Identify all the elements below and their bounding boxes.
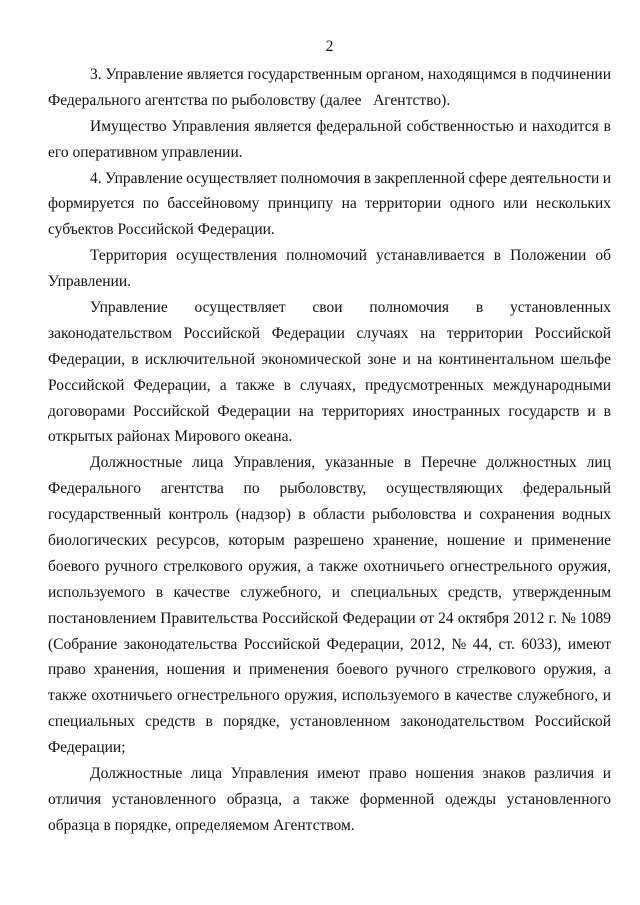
text-line [48, 62, 611, 88]
line-text: Федерации; [48, 739, 126, 757]
text-line [48, 476, 611, 502]
paragraph-territory [48, 243, 611, 295]
line-text: субъектов Российской Федерации. [48, 221, 275, 239]
line-text: договорами Российской Федерации на территориях иностранных государств и в [48, 402, 611, 420]
paragraph-property [48, 114, 611, 166]
line-text: боевого ручного стрелкового оружия, а также охотничьего огнестрельного оружия, [48, 557, 611, 575]
text-line [48, 450, 611, 476]
text-line [48, 657, 611, 683]
line-text: Должностные лица Управления имеют право ношения знаков различия и [90, 765, 611, 783]
line-text: биологических ресурсов, которым разрешено хранение, ношение и применение [48, 532, 611, 550]
text-line [48, 321, 611, 347]
line-text: (Собрание законодательства Российской Федерации, 2012, № 44, ст. 6033), имеют [48, 635, 611, 653]
text-line [48, 166, 611, 192]
text-line [48, 140, 611, 166]
line-text: Федерального агентства по рыболовству (далее Агентство). [48, 91, 451, 109]
line-text: Имущество Управления является федеральной собственностью и находится в [90, 117, 611, 135]
text-line [48, 191, 611, 217]
text-line [48, 88, 611, 114]
line-text: Территория осуществления полномочий устанавливается в Положении об [90, 247, 611, 265]
line-text: образца в порядке, определяемом Агентством. [48, 816, 355, 834]
text-line [48, 761, 611, 787]
text-line [48, 424, 611, 450]
text-line [48, 295, 611, 321]
line-text: используемого в качестве служебного, и специальных средств, утвержденным [48, 583, 611, 601]
line-text: Должностные лица Управления, указанные в Перечне должностных лиц [90, 454, 611, 472]
line-text: постановлением Правительства Российской Федерации от 24 октября 2012 г. № 1089 [48, 609, 611, 627]
paragraph-insignia-rights [48, 761, 611, 839]
text-line [48, 217, 611, 243]
text-line [48, 502, 611, 528]
line-text: формируется по бассейновому принципу на территории одного или нескольких [48, 195, 611, 213]
text-line [48, 269, 611, 295]
text-line [48, 528, 611, 554]
text-line [48, 606, 611, 632]
text-line [48, 347, 611, 373]
line-text: открытых районах Мирового океана. [48, 428, 293, 446]
line-text: его оперативном управлении. [48, 143, 243, 161]
line-text: Управлении. [48, 273, 132, 291]
page-number: 2 [325, 38, 334, 55]
paragraph-weapons-rights [48, 450, 611, 761]
line-text: Федерации, в исключительной экономической зоне и на континентальном шельфе [48, 350, 611, 368]
line-text: законодательством Российской Федерации случаях на территории Российской [48, 324, 611, 342]
line-text: право хранения, ношения и применения боевого ручного стрелкового оружия, а [48, 661, 611, 679]
paragraph-item-4-authority [48, 166, 611, 244]
line-text: 4. Управление осуществляет полномочия в закрепленной сфере деятельности и [90, 169, 611, 187]
line-text: специальных средств в порядке, установленном законодательством Российской [48, 713, 611, 731]
line-text: Управление осуществляет свои полномочия в установленных [90, 299, 611, 317]
text-line [48, 632, 611, 658]
text-line [48, 243, 611, 269]
line-text: Российской Федерации, а также в случаях, предусмотренных международными [48, 376, 611, 394]
text-line [48, 580, 611, 606]
text-line [48, 787, 611, 813]
paragraph-item-3-status [48, 62, 611, 114]
document-body [48, 62, 611, 839]
text-line [48, 709, 611, 735]
line-text: отличия установленного образца, а также форменной одежды установленного [48, 790, 611, 808]
paragraph-jurisdiction [48, 295, 611, 450]
text-line [48, 399, 611, 425]
text-line [48, 373, 611, 399]
text-line [48, 683, 611, 709]
text-line [48, 554, 611, 580]
text-line [48, 813, 611, 839]
text-line [48, 735, 611, 761]
line-text: Федерального агентства по рыболовству, осуществляющих федеральный [48, 480, 611, 498]
line-text: 3. Управление является государственным органом, находящимся в подчинении [90, 66, 611, 83]
text-line [48, 114, 611, 140]
line-text: также охотничьего огнестрельного оружия, используемого в качестве служебного, и [48, 687, 611, 705]
line-text: государственный контроль (надзор) в области рыболовства и сохранения водных [48, 506, 611, 524]
